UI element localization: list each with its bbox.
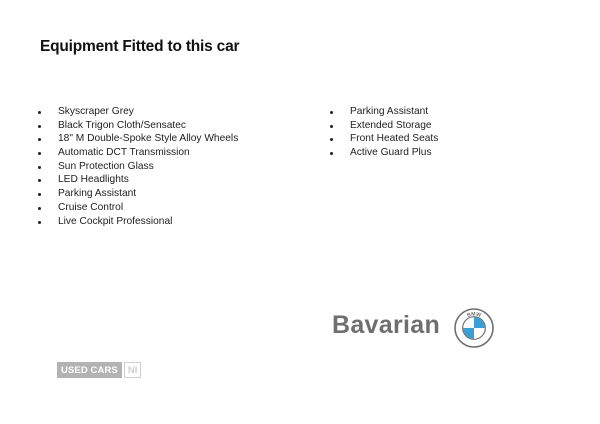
- list-item: [38, 173, 238, 187]
- bullet-icon: [38, 221, 41, 224]
- list-item: [38, 201, 238, 215]
- bullet-icon: [330, 111, 333, 114]
- list-item-label: LED Headlights: [58, 174, 129, 186]
- bullet-icon: [330, 152, 333, 155]
- bullet-icon: [38, 166, 41, 169]
- list-item-label: Parking Assistant: [58, 188, 137, 200]
- roundel-lettering: BMW: [466, 311, 482, 319]
- list-item-label: Automatic DCT Transmission: [58, 147, 190, 159]
- brand-name: Bavarian: [332, 311, 441, 339]
- equipment-list-left: [38, 105, 238, 228]
- list-item: [38, 119, 238, 133]
- bullet-icon: [38, 193, 41, 196]
- list-item-label: Extended Storage: [350, 119, 432, 131]
- used-cars-badge: [57, 362, 141, 378]
- list-item-label: Skyscraper Grey: [58, 106, 134, 117]
- list-item: [38, 187, 238, 201]
- bullet-icon: [38, 125, 41, 128]
- list-item-label: Black Trigon Cloth/Sensatec: [58, 119, 186, 131]
- list-item-label: Cruise Control: [58, 201, 124, 213]
- badge-used-label: USED CARS: [57, 362, 122, 378]
- list-item-label: Parking Assistant: [350, 106, 429, 117]
- list-item: [38, 215, 238, 229]
- list-item-label: Live Cockpit Professional: [58, 215, 173, 227]
- list-item: [38, 132, 238, 146]
- list-item-label: Active Guard Plus: [350, 147, 432, 159]
- list-item-label: 18" M Double-Spoke Style Alloy Wheels: [58, 133, 239, 145]
- list-item: [38, 105, 238, 119]
- list-item: [330, 132, 438, 146]
- list-item-label: Front Heated Seats: [350, 133, 439, 145]
- bullet-icon: [38, 179, 41, 182]
- bullet-icon: [330, 125, 333, 128]
- page-title: Equipment Fitted to this car: [40, 38, 240, 55]
- badge-region-label: NI: [124, 362, 142, 378]
- equipment-list-right: [330, 105, 438, 160]
- bullet-icon: [38, 138, 41, 141]
- list-item: [330, 119, 438, 133]
- list-item: [330, 105, 438, 119]
- list-item: [38, 146, 238, 160]
- bullet-icon: [38, 207, 41, 210]
- bullet-icon: [38, 152, 41, 155]
- bmw-roundel-icon: [454, 308, 494, 348]
- list-item: [38, 160, 238, 174]
- list-item-label: Sun Protection Glass: [58, 160, 154, 172]
- bullet-icon: [330, 138, 333, 141]
- bullet-icon: [38, 111, 41, 114]
- list-item: [330, 146, 438, 160]
